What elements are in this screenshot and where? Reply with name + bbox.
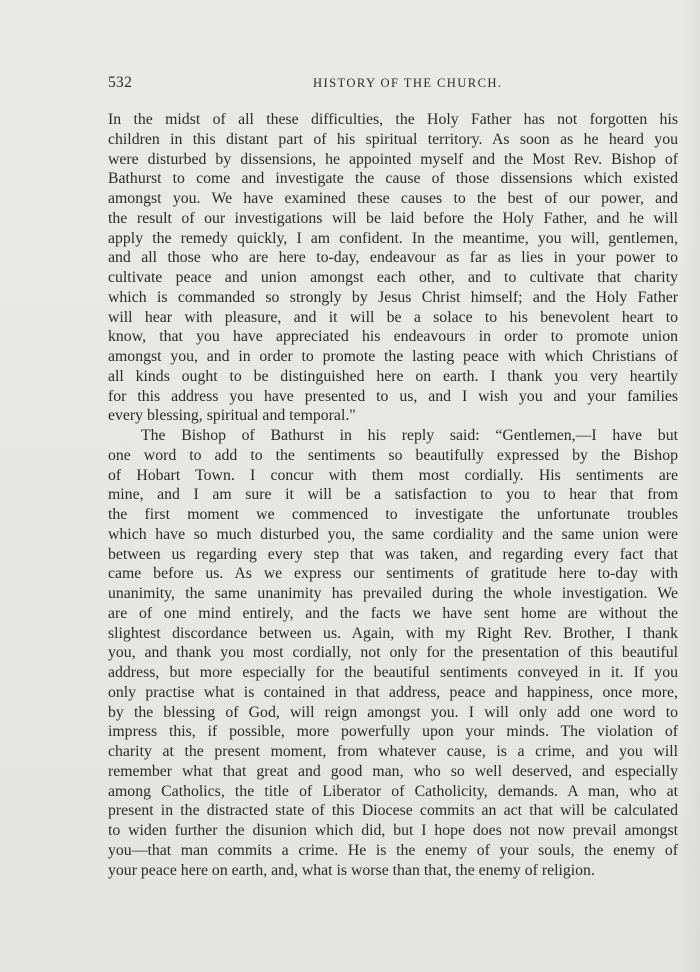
running-head: HISTORY OF THE CHURCH.	[313, 76, 503, 90]
page-header	[108, 74, 678, 96]
text-line: to widen further the disunion which did, but I hope does not now prevail amongst	[108, 822, 678, 839]
paragraph-2	[108, 426, 678, 880]
text-line: amongst you. We have examined these causes to the best of our power, and	[108, 190, 678, 207]
text-line: you—that man commits a crime. He is the enemy of your souls, the enemy of	[108, 841, 678, 859]
text-line: your peace here on earth, and, what is worse than that, the enemy of religion.	[108, 861, 595, 879]
text-line: In the midst of all these difficulties, the Holy Father has not forgotten his	[108, 111, 678, 128]
text-line: one word to add to the sentiments so beautifully expressed by the Bishop	[108, 446, 678, 464]
text-line: mine, and I am sure it will be a satisfaction to you to hear that from	[108, 486, 678, 504]
text-line: by the blessing of God, will reign amongst you. I will only add one word to	[108, 703, 678, 721]
text-line: will hear with pleasure, and it will be a solace to his benevolent heart to	[108, 308, 678, 326]
text-line: only practise what is contained in that address, peace and happiness, once more,	[108, 683, 678, 701]
text-line: all kinds ought to be distinguished here on earth. I thank you very heartily	[108, 367, 678, 385]
body-text	[108, 110, 678, 880]
text-line: address, but more especially for the beautiful sentiments conveyed in it. If you	[108, 664, 678, 681]
text-line: children in this distant part of his spiritual territory. As soon as he heard you	[108, 130, 678, 148]
text-line: slightest discordance between us. Again, with my Right Rev. Brother, I thank	[108, 624, 678, 642]
text-line: came before us. As we express our sentiments of gratitude here to-day with	[108, 565, 678, 583]
text-line: every blessing, spiritual and temporal."	[108, 407, 356, 425]
text-line: amongst you, and in order to promote the lasting peace with which Christians of	[108, 348, 678, 365]
text-line: apply the remedy quickly, I am confident. In the meantime, you will, gentlemen,	[108, 229, 678, 247]
text-line: are of one mind entirely, and the facts we have sent home are without the	[108, 604, 678, 622]
text-line: cultivate peace and union amongst each other, and to cultivate that charity	[108, 269, 678, 286]
text-line: were disturbed by dissensions, he appointed myself and the Most Rev. Bishop of	[108, 150, 678, 168]
text-line: know, that you have appreciated his endeavours in order to promote union	[108, 328, 678, 346]
text-line: present in the distracted state of this Diocese commits an act that will be calculated	[108, 802, 678, 820]
text-line: which is commanded so strongly by Jesus Christ himself; and the Holy Father	[108, 288, 678, 306]
text-line: remember what that great and good man, who so well deserved, and especially	[108, 762, 678, 780]
text-line: impress this, if possible, more powerfully upon your minds. The violation of	[108, 723, 678, 741]
text-line: among Catholics, the title of Liberator of Catholicity, demands. A man, who at	[108, 782, 678, 800]
text-line: the first moment we commenced to investigate the unfortunate troubles	[108, 506, 678, 523]
text-line: of Hobart Town. I concur with them most cordially. His sentiments are	[108, 466, 678, 484]
page-number: 532	[108, 74, 133, 91]
text-line: unanimity, the same unanimity has prevailed during the whole investigation. We	[108, 585, 678, 602]
text-line: between us regarding every step that was taken, and regarding every fact that	[108, 545, 678, 563]
text-line: you, and thank you most cordially, not only for the presentation of this beautiful	[108, 644, 678, 662]
text-line: charity at the present moment, from whatever cause, is a crime, and you will	[108, 743, 678, 760]
text-line: Bathurst to come and investigate the cause of those dissensions which existed	[108, 170, 678, 188]
text-line: and all those who are here to-day, endeavour as far as lies in your power to	[108, 249, 678, 267]
text-line: for this address you have presented to us, and I wish you and your families	[108, 387, 678, 405]
text-line: The Bishop of Bathurst in his reply said: “Gentlemen,—I have but	[141, 427, 678, 444]
text-line: which have so much disturbed you, the same cordiality and the same union were	[108, 525, 678, 543]
paragraph-1	[108, 110, 678, 426]
text-line: the result of our investigations will be laid before the Holy Father, and he will	[108, 209, 678, 227]
